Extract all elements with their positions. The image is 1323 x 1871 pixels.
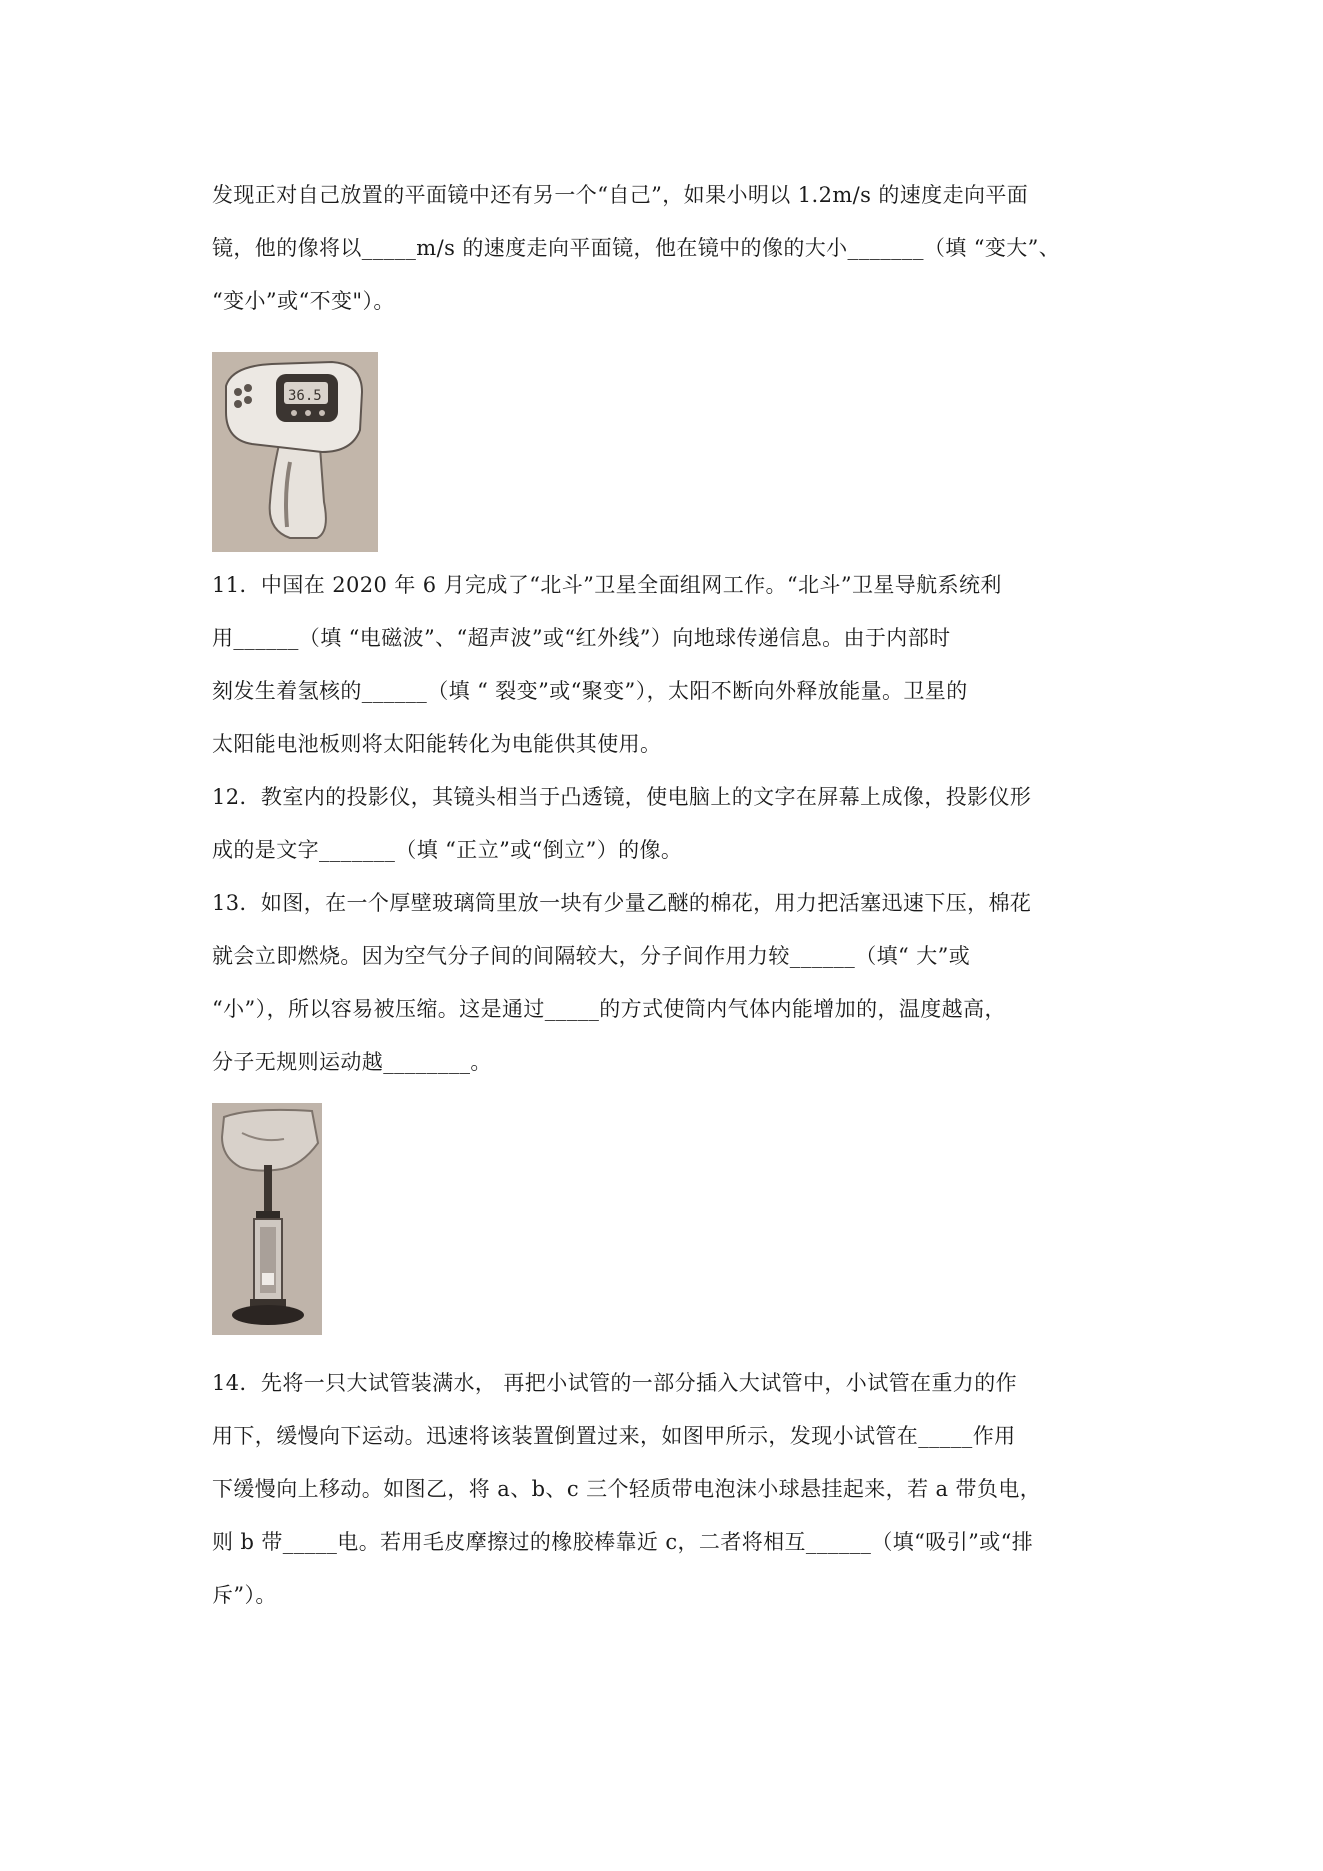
cylinder-illustration: [212, 1103, 322, 1335]
text-line-q10-2: 镜，他的像将以_____m/s 的速度走向平面镜，他在镜中的像的大小_______（填 “变大”、: [212, 236, 1061, 260]
text-line-q14-2: 用下，缓慢向下运动。迅速将该装置倒置过来，如图甲所示，发现小试管在_____作用: [212, 1424, 1016, 1448]
text-line-q14-4: 则 b 带_____电。若用毛皮摩擦过的橡胶棒靠近 c，二者将相互______（填“吸引”或“排: [212, 1530, 1034, 1554]
text-line-q12-1: 12．教室内的投影仪，其镜头相当于凸透镜，使电脑上的文字在屏幕上成像，投影仪形: [212, 785, 1032, 809]
infrared-thermometer-photo: [212, 352, 378, 552]
text-line-q13-4: 分子无规则运动越________。: [212, 1050, 492, 1074]
text-line-q11-2: 用______（填 “电磁波”、“超声波”或“红外线”）向地球传递信息。由于内部时: [212, 626, 951, 650]
text-line-q12-2: 成的是文字_______（填 “正立”或“倒立”）的像。: [212, 838, 683, 862]
text-line-q11-3: 刻发生着氢核的______（填 “ 裂变”或“聚变”），太阳不断向外释放能量。卫星的: [212, 679, 968, 703]
text-line-q10-3: “变小”或“不变"）。: [212, 289, 395, 313]
text-line-q13-3: “小”），所以容易被压缩。这是通过_____的方式使筒内气体内能增加的，温度越高，: [212, 997, 1006, 1021]
text-line-q14-3: 下缓慢向上移动。如图乙，将 a、b、c 三个轻质带电泡沫小球悬挂起来，若 a 带负电，: [212, 1477, 1042, 1501]
text-line-q14-5: 斥”）。: [212, 1583, 277, 1607]
text-line-q13-1: 13．如图，在一个厚壁玻璃筒里放一块有少量乙醚的棉花，用力把活塞迅速下压，棉花: [212, 891, 1032, 915]
text-line-q10-1: 发现正对自己放置的平面镜中还有另一个“自己”，如果小明以 1.2m/s 的速度走向平面: [212, 183, 1029, 207]
text-line-q13-2: 就会立即燃烧。因为空气分子间的间隔较大，分子间作用力较______（填“ 大”或: [212, 944, 971, 968]
svg-text:36.5: 36.5: [288, 388, 322, 404]
text-line-q11-1: 11．中国在 2020 年 6 月完成了“北斗”卫星全面组网工作。“北斗”卫星导航系统利: [212, 573, 1002, 597]
text-line-q11-4: 太阳能电池板则将太阳能转化为电能供其使用。: [212, 732, 662, 756]
text-line-q14-1: 14．先将一只大试管装满水， 再把小试管的一部分插入大试管中，小试管在重力的作: [212, 1371, 1017, 1395]
compression-cylinder-photo: [212, 1103, 322, 1335]
thermometer-illustration: [212, 352, 378, 552]
